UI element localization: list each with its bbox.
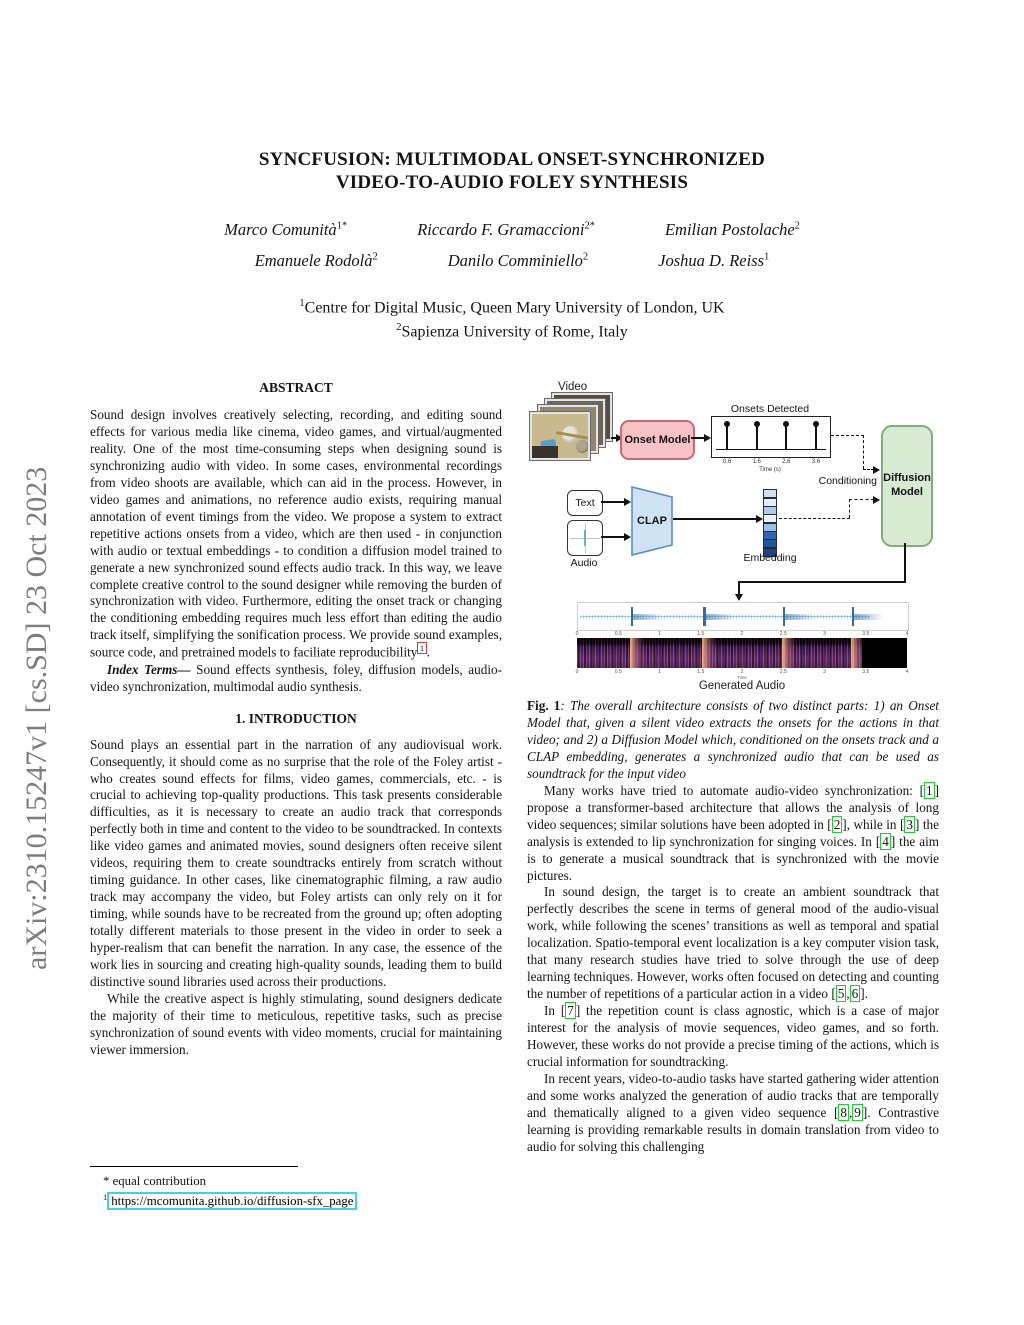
- author: Emilian Postolache$^2$: [664, 220, 800, 240]
- intro-paragraph-1: Sound plays an essential part in the narration of any audiovisual work. Consequently, it should come as no surprise that the role of the Foley artist - who creates sound effects for films, video games, commercials, etc. - is crucial to achieving top-quality productions. This task presents considerable difficulties, as it is necessary to create an audio track that corresponds perfectly both in time and content to the video to be soundtracked. In contexts like video games and animated movies, sound designers often receive silent videos, requiring them to create soundtracks entirely from scratch without timing guidance. In other cases, like cinematographic filming, a raw audio track may accompany the video, but Foley artists can only rely on it for timing, while sounds have to be recreated from the ground up; often adopting totally different materials to those present in the video in order to seek a hyper-realism that can benefit the narration. In any case, the essence of the work lies in sourcing and creating high-quality sounds, leading them to build distinctive sound libraries used across their productions.: [90, 736, 502, 989]
- paper-title: [0, 148, 1024, 194]
- citation-ref[interactable]: 1: [926, 782, 933, 798]
- footnote-marker: 1: [103, 1191, 108, 1202]
- arrowhead: [704, 434, 711, 442]
- introduction-heading: 1. INTRODUCTION: [235, 710, 357, 726]
- onsets-detected-title: Onsets Detected: [730, 403, 810, 415]
- audio-input-box: [567, 520, 603, 556]
- index-terms: [90, 662, 502, 696]
- figure-1: [527, 380, 939, 698]
- onset-stem: [726, 425, 728, 449]
- title-block: [0, 148, 1024, 343]
- affiliation-2: $^2$Sapienza University of Rome, Italy: [396, 321, 628, 341]
- arrowhead: [756, 515, 763, 523]
- time-tick-label: 3: [823, 631, 826, 637]
- waveform-transient-tail: [854, 614, 884, 620]
- spectrogram-xlabel: Time: [737, 675, 747, 680]
- time-tick-label: 3.5: [862, 669, 870, 675]
- citation-ref[interactable]: 8: [840, 1104, 847, 1120]
- author: Joshua D. Reiss$^1$: [658, 251, 770, 271]
- diffusion-label-line1: Diffusion: [883, 472, 931, 485]
- dashed-path: [849, 499, 850, 518]
- output-path: [738, 581, 740, 594]
- author: Marco Comunità$^{1*}$: [224, 220, 348, 240]
- author: Riccardo F. Gramaccioni$^{2*}$: [417, 220, 595, 240]
- figure-caption: [527, 698, 939, 783]
- dashed-path: [831, 435, 864, 436]
- right-column: [527, 380, 939, 1156]
- citation-ref[interactable]: 2: [833, 816, 841, 832]
- time-tick-label: 0: [575, 669, 579, 675]
- spectrogram-transient: [630, 638, 644, 668]
- text-input-box: Text: [567, 490, 603, 516]
- onset-tick-label: 0.6: [722, 459, 732, 465]
- author: Danilo Comminiello$^2$: [447, 251, 589, 271]
- time-tick-label: 2: [740, 669, 744, 675]
- project-url-line: [90, 1191, 502, 1211]
- time-tick-label: 3: [823, 669, 826, 675]
- time-tick-label: 2.5: [779, 631, 787, 637]
- generated-audio-label: Generated Audio: [698, 680, 786, 692]
- arrowhead: [873, 466, 880, 474]
- dashed-path: [849, 499, 874, 500]
- onsets-axis: [716, 449, 826, 450]
- time-tick-label: 4: [905, 669, 909, 675]
- video-label: Video: [558, 381, 588, 393]
- time-tick-label: 0: [575, 631, 579, 637]
- citation-ref[interactable]: 3: [906, 816, 913, 832]
- audio-label: Audio: [570, 557, 598, 569]
- arrow-onset-to-plot: [691, 437, 705, 439]
- citation-ref[interactable]: 7: [567, 1003, 574, 1019]
- time-tick-label: 1.5: [697, 631, 705, 637]
- footnote-ref[interactable]: 1: [417, 642, 426, 654]
- diffusion-label-line2: Model: [891, 486, 923, 498]
- shadow-shape: [532, 446, 558, 458]
- spectrogram-transient: [782, 638, 796, 668]
- abstract-text: Sound design involves creatively selecting, recording, and editing sound effects for various media like cinema, video games, and virtual/augmented reality. One of the most time-consuming steps when designing sound is synchronizing audio with video. In some cases, environmental recordings from video shoots are available, which can aid in the process. However, in video games and animations, no reference audio exists, requiring manual annotation of event timings from the video. We propose a system to extract repetitive actions onsets from a video, which are then used - in conjunction with audio or textual embeddings - to condition a diffusion model trained to generate a new synchronized sound effects audio track. In this way, we leave complete creative control to the sound designer while removing the burden of synchronization with video. Furthermore, editing the onset track or changing the conditioning embedding requires much less effort than editing the audio track itself, simplifying the sonification process. We provide sound examples, source code, and pretrained models to faciliate reproducibility $^1$ .: [90, 407, 502, 660]
- citation-ref[interactable]: 5: [837, 986, 845, 1002]
- arrowhead: [735, 594, 743, 601]
- body-paragraph-1: Many works have tried to automate audio-video synchronization: [ 1 ] propose a transformer-based architecture that allows the analysis of long video sequences; similar solutions have been adopted in [ 2 ], while in [ 3 ] the analysis is extended to lip synchronization for singing voices. In [ 4 ] the aim is to generate a musical soundtrack that is synchronized with the movie pictures.: [527, 782, 939, 883]
- output-path: [904, 543, 906, 581]
- video-frame: [530, 412, 590, 460]
- time-tick-label: 1: [658, 669, 661, 675]
- waveform-transient-tail: [785, 614, 815, 620]
- affiliations: [0, 296, 1024, 343]
- arrowhead: [624, 533, 631, 541]
- footnote-rule: [90, 1166, 298, 1167]
- footnote-block: [90, 1166, 502, 1210]
- embedding-label: Embedding: [743, 552, 797, 564]
- time-tick-label: 3.5: [862, 631, 870, 637]
- arrowhead: [624, 498, 631, 506]
- arrow-audio-to-clap: [601, 536, 625, 538]
- onsets-xlabel: Time (s): [759, 467, 781, 473]
- body-paragraph-2: In sound design, the target is to create an ambient soundtrack that perfectly describes the scene in terms of general mood of the audio-visual work, while following the scenes’ transitions as well as temporal and spatial localization. Spatio-temporal event localization is a key computer vision task, that many research studies have tried to solve through the use of deep learning techniques. However, works often focused on detecting and counting the number of repetitions of a particular action in a video [ 5 , 6 ].: [527, 884, 939, 1002]
- left-column: [90, 380, 502, 1059]
- time-tick-label: 0.5: [614, 631, 622, 637]
- index-terms-text: Sound effects synthesis, foley, diffusion models, audio-video synchronization, multimodal audio synthesis.: [90, 661, 502, 694]
- onset-tick-label: 2.6: [782, 459, 791, 465]
- time-tick-label: 2: [740, 631, 744, 637]
- citation-ref[interactable]: 9: [854, 1104, 861, 1120]
- time-tick-label: 1.5: [697, 669, 705, 675]
- onset-stem: [785, 425, 787, 449]
- abstract-heading: ABSTRACT: [259, 380, 333, 395]
- waveform-transient-tail: [633, 614, 663, 620]
- spectrogram-transient: [702, 638, 716, 668]
- arxiv-identifier: arXiv:2310.15247v1 [cs.SD] 23 Oct 2023: [20, 466, 53, 970]
- onset-model-box: Onset Model: [620, 420, 695, 460]
- intro-paragraph-2: While the creative aspect is highly stimulating, sound designers dedicate the majority of their time to meticulous, repetitive tasks, such as precise synchronization of sound events with video moments, crucial for maintaining viewer immersion.: [90, 990, 502, 1057]
- figure-caption-label: Fig. 1: [527, 698, 561, 713]
- figure-caption-text: : The overall architecture consists of two distinct parts: 1) an Onset Model that, given a silent video extracts the onsets for the actions in that video; and 2) a Diffusion Model which, conditioned on the onsets track and a CLAP embedding, generates a synchronized audio that can be used as soundtrack for the input video: [527, 698, 939, 781]
- embedding-strip: [763, 490, 776, 557]
- onsets-tick-labels: [711, 459, 829, 466]
- video-frames-thumbnail: [530, 393, 614, 465]
- conditioning-label: Conditioning: [818, 475, 877, 487]
- time-tick-label: 0.5: [614, 669, 622, 675]
- dashed-path: [863, 435, 864, 469]
- generated-waveform-plot: [577, 602, 909, 631]
- title-line-1: SYNCFUSION: MULTIMODAL ONSET-SYNCHRONIZED: [258, 149, 766, 170]
- waveform-tick-labels: [577, 631, 907, 637]
- time-tick-label: 1: [658, 631, 661, 637]
- clap-label: CLAP: [637, 515, 667, 527]
- time-tick-label: 4: [905, 631, 909, 637]
- body-paragraph-4: In recent years, video-to-audio tasks have started gathering wider attention and some works analyzed the generation of audio tracks that are temporally and thematically aligned to a given video sequence [ 8 , 9 ]. Contrastive learning is providing remarkable results in domain translation from video to audio for solving this challenging: [527, 1070, 939, 1154]
- equal-contribution-note: * equal contribution: [103, 1174, 207, 1188]
- onset-stem: [756, 425, 758, 449]
- waveform-transient-tail: [706, 614, 736, 620]
- author: Emanuele Rodolà$^2$: [254, 251, 378, 271]
- body-paragraph-3: In [ 7 ] the repetition count is class agnostic, which is a case of major interest for the analysis of movie sequences, video games, and so forth. However, these works do not provide a precise timing of the actions, which is crucial information for soundtracking.: [527, 1003, 939, 1070]
- waveform-spike-icon: [584, 530, 586, 546]
- authors-row-2: [0, 251, 1024, 271]
- index-terms-label: Index Terms—: [107, 661, 191, 677]
- dashed-path: [779, 518, 850, 519]
- output-path: [738, 581, 906, 583]
- onset-tick-label: 3.6: [811, 459, 821, 465]
- arrow-text-to-clap: [601, 501, 625, 503]
- affiliation-1: $^1$Centre for Digital Music, Queen Mary University of London, UK: [299, 298, 725, 317]
- spectrogram-silence-region: [862, 638, 907, 668]
- citation-ref[interactable]: 6: [851, 986, 859, 1002]
- arrowhead: [873, 496, 880, 504]
- clap-encoder: [631, 486, 673, 556]
- title-line-2: VIDEO-TO-AUDIO FOLEY SYNTHESIS: [335, 172, 689, 194]
- arrow-clap-to-embedding: [673, 518, 757, 520]
- diffusion-model-box: [881, 425, 933, 547]
- time-tick-label: 2.5: [779, 669, 787, 675]
- onsets-plot: [711, 416, 831, 458]
- drum-shape: [576, 440, 589, 453]
- project-url-link[interactable]: https://mcomunita.github.io/diffusion-sfx_page: [107, 1192, 357, 1210]
- citation-ref[interactable]: 4: [882, 833, 889, 849]
- onset-tick-label: 1.6: [752, 459, 761, 465]
- authors-row-1: [0, 220, 1024, 240]
- spectrogram: [577, 638, 907, 668]
- onset-stem: [815, 425, 817, 449]
